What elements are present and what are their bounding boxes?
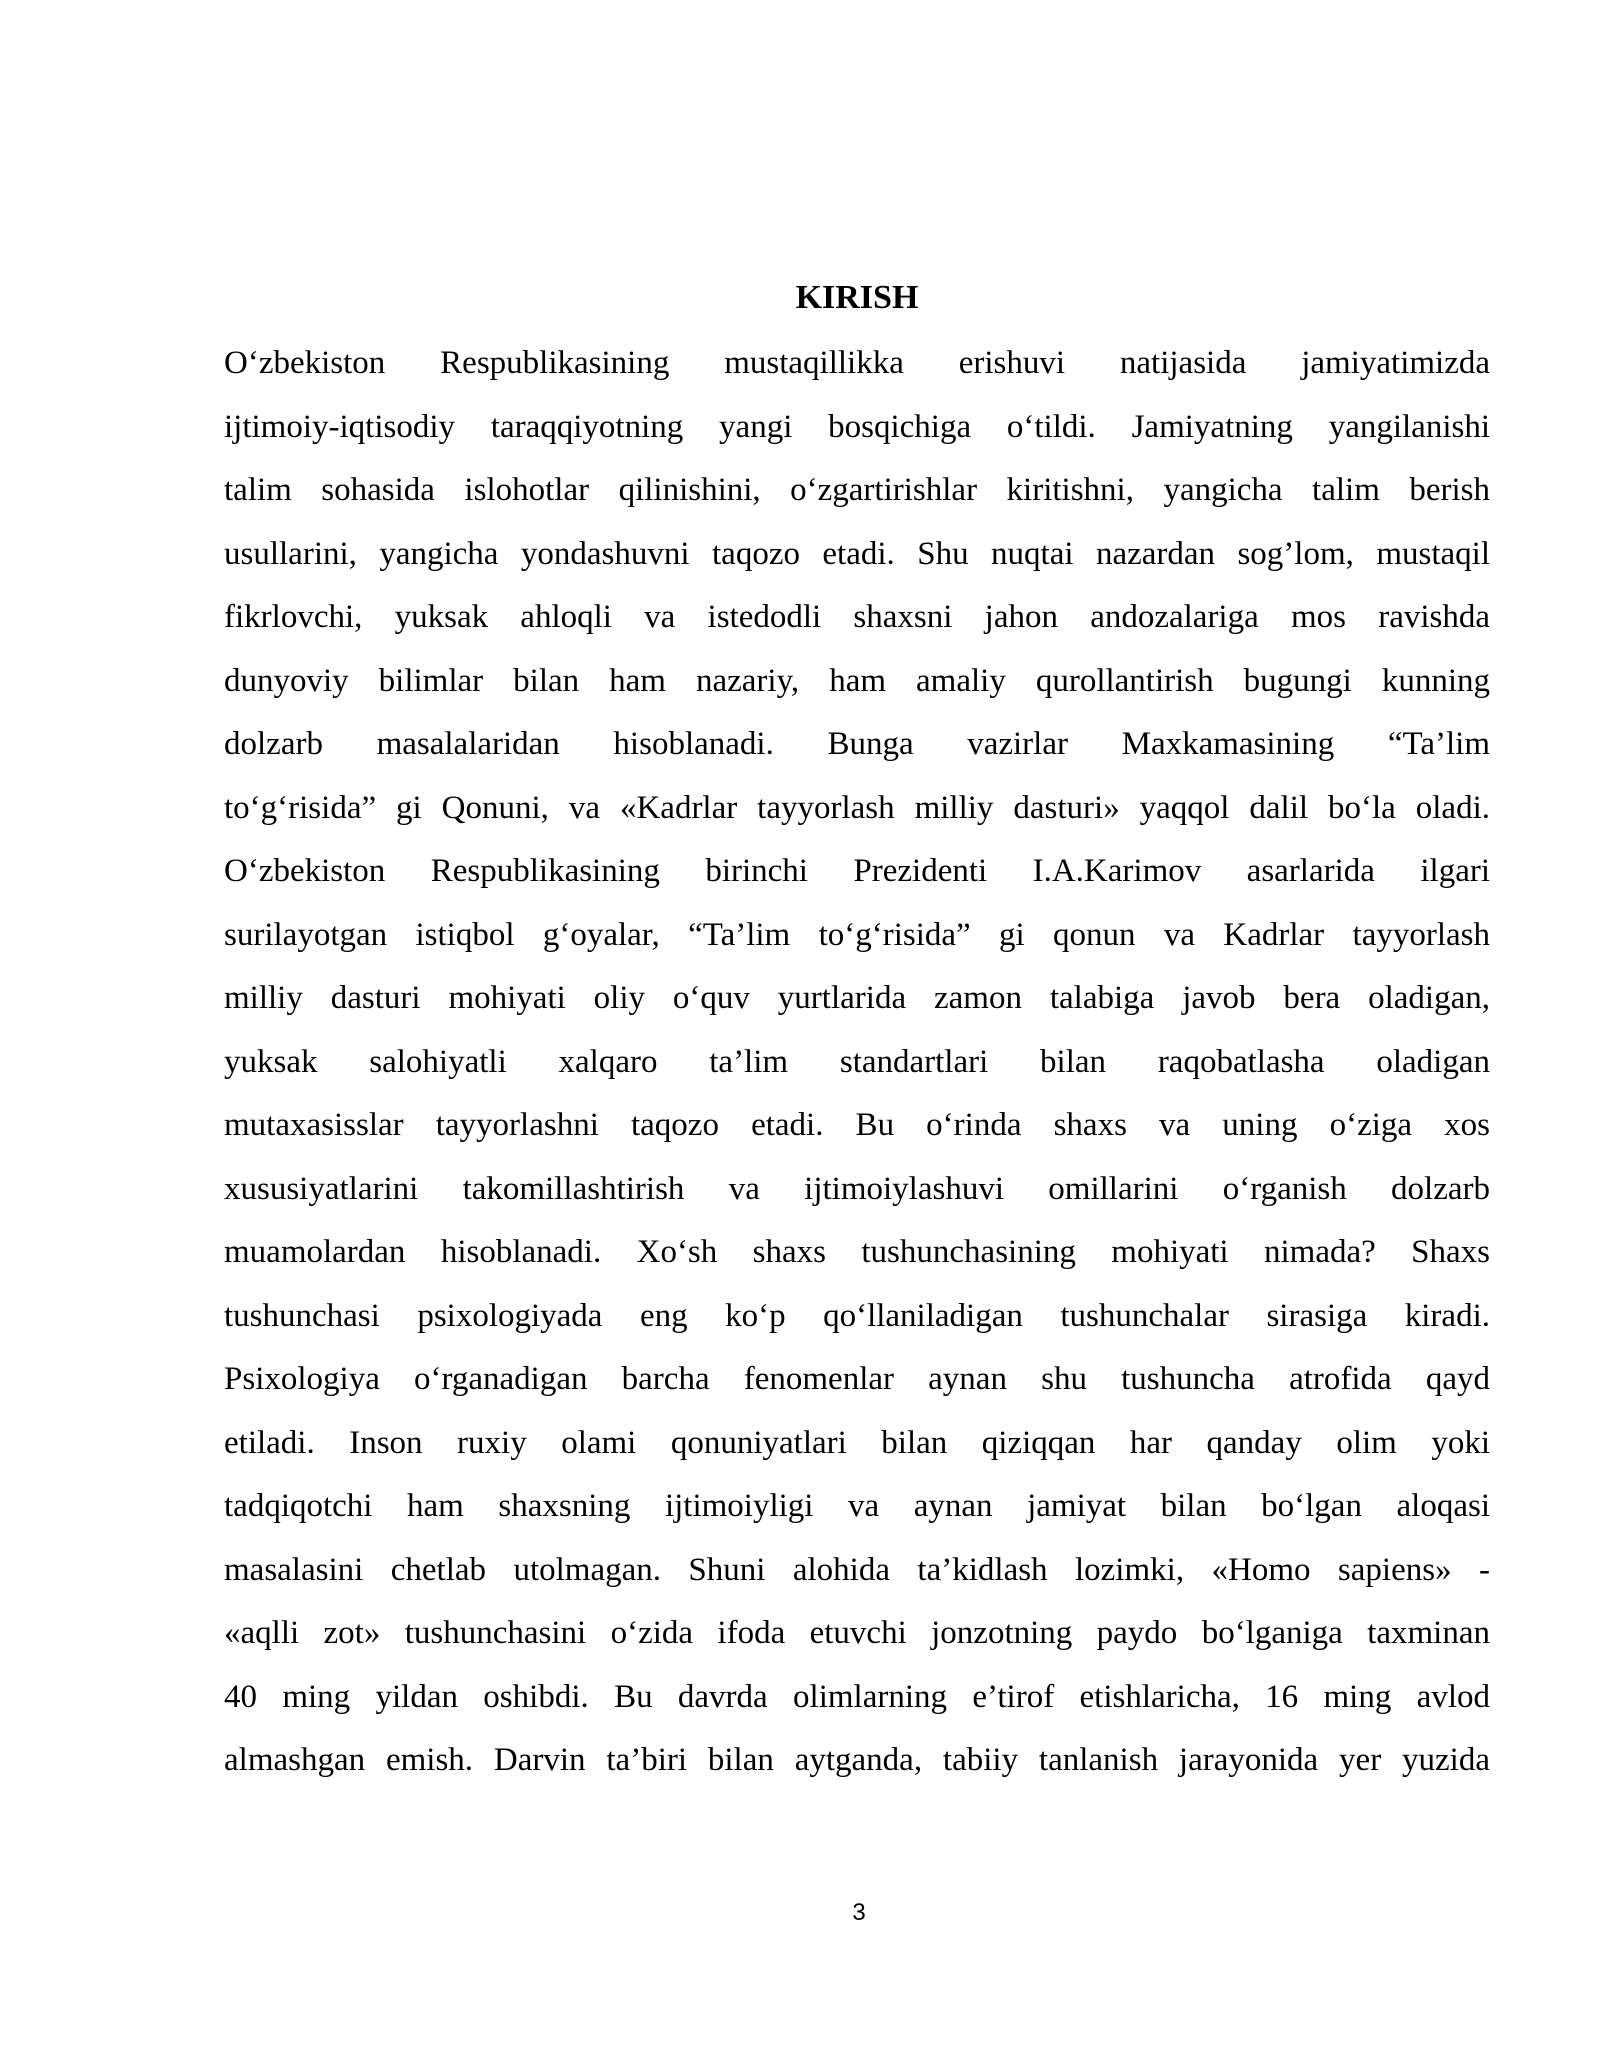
text-line: yuksak salohiyatli xalqaro ta’lim standartlari bilan raqobatlasha oladigan xyxy=(224,1043,1490,1080)
text-line: xususiyatlarini takomillashtirish va ijtimoiylashuvi omillarini o‘rganish dolzarb xyxy=(224,1170,1490,1207)
text-line: mutaxasisslar tayyorlashni taqozo etadi. Bu o‘rinda shaxs va uning o‘ziga xos xyxy=(224,1107,1490,1143)
text-line: etiladi. Inson ruxiy olami qonuniyatlari bilan qiziqqan har qanday olim yoki xyxy=(224,1424,1490,1461)
text-line: «aqlli zot» tushunchasini o‘zida ifoda etuvchi jonzotning paydo bo‘lganiga taxminan xyxy=(224,1615,1490,1651)
text-line: dolzarb masalalaridan hisoblanadi. Bunga vazirlar Maxkamasining “Ta’lim xyxy=(224,726,1490,762)
text-line: milliy dasturi mohiyati oliy o‘quv yurtlarida zamon talabiga javob bera oladigan, xyxy=(224,980,1490,1016)
text-line: tushunchasi psixologiyada eng ko‘p qo‘llaniladigan tushunchalar sirasiga kiradi. xyxy=(224,1297,1490,1334)
text-line: ijtimoiy-iqtisodiy taraqqiyotning yangi bosqichiga o‘tildi. Jamiyatning yangilanishi xyxy=(224,408,1490,445)
text-line: fikrlovchi, yuksak ahloqli va istedodli shaxsni jahon andozalariga mos ravishda xyxy=(224,599,1490,635)
page-number: 3 xyxy=(852,1899,866,1926)
text-line: O‘zbekiston Respublikasining mustaqillikka erishuvi natijasida jamiyatimizda xyxy=(224,345,1490,381)
text-line: tadqiqotchi ham shaxsning ijtimoiyligi va aynan jamiyat bilan bo‘lgan aloqasi xyxy=(224,1488,1490,1524)
text-line: to‘g‘risida” gi Qonuni, va «Kadrlar tayyorlash milliy dasturi» yaqqol dalil bo‘la oladi. xyxy=(224,789,1490,826)
body-text xyxy=(224,332,1490,1793)
text-line: dunyoviy bilimlar bilan ham nazariy, ham amaliy qurollantirish bugungi kunning xyxy=(224,662,1490,699)
text-line: masalasini chetlab utolmagan. Shuni alohida ta’kidlash lozimki, «Homo sapiens» - xyxy=(224,1551,1490,1588)
text-line: O‘zbekiston Respublikasining birinchi Prezidenti I.A.Karimov asarlarida ilgari xyxy=(224,853,1490,889)
text-line: almashgan emish. Darvin ta’biri bilan aytganda, tabiiy tanlanish jarayonida yer yuzida xyxy=(224,1742,1490,1778)
text-line: 40 ming yildan oshibdi. Bu davrda olimlarning e’tirof etishlaricha, 16 ming avlod xyxy=(224,1678,1490,1715)
section-title: KIRISH xyxy=(795,279,919,316)
text-line: talim sohasida islohotlar qilinishini, o‘zgartirishlar kiritishni, yangicha talim berish xyxy=(224,472,1490,508)
text-line: Psixologiya o‘rganadigan barcha fenomenlar aynan shu tushuncha atrofida qayd xyxy=(224,1361,1490,1397)
text-line: usullarini, yangicha yondashuvni taqozo etadi. Shu nuqtai nazardan sog’lom, mustaqil xyxy=(224,535,1490,572)
text-line: muamolardan hisoblanadi. Xo‘sh shaxs tushunchasining mohiyati nimada? Shaxs xyxy=(224,1234,1490,1270)
text-line: surilayotgan istiqbol g‘oyalar, “Ta’lim to‘g‘risida” gi qonun va Kadrlar tayyorlash xyxy=(224,916,1490,953)
